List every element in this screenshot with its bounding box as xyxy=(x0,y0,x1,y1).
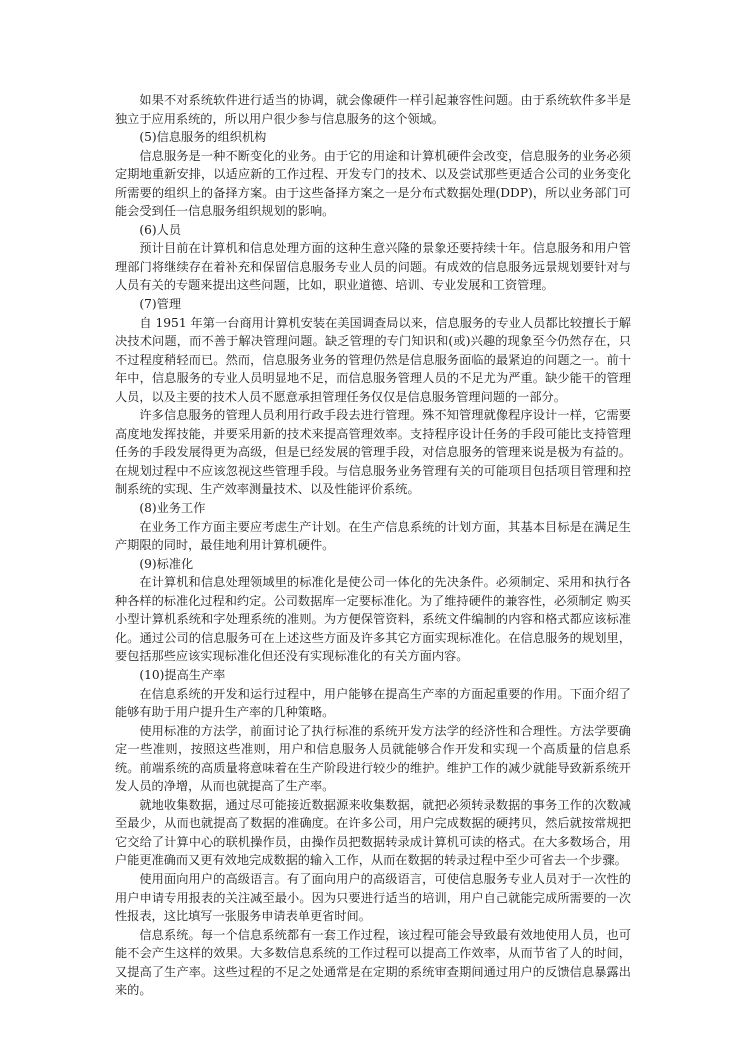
paragraph-user-languages: 使用面向用户的高级语言。有了面向用户的高级语言，可使信息服务专业人员对于一次性的用户申请专用报表的关注减至最小。因为只要进行适当的培训，用户自己就能完成所需要的一次性报表，这比填写一张服务申请表单更省时间。 xyxy=(115,871,631,924)
heading-productivity: (10)提高生产率 xyxy=(139,667,226,682)
heading-organization: (5)信息服务的组织机构 xyxy=(139,130,267,145)
heading-operations: (8)业务工作 xyxy=(139,501,206,516)
paragraph-management-2: 许多信息服务的管理人员利用行政手段去进行管理。殊不知管理就像程序设计一样，它需要高度地发挥技能，并要采用新的技术来提高管理效率。支持程序设计任务的手段可能比支持管理任务的手段发展得更为高级，但是已经发展的管理手段，对信息服务的管理来说是极为有益的。在规划过程中不应该忽视这些管理手段。与信息服务业务管理有关的可能项目包括项目管理和控制系统的实现、生产效率测量技术、以及性能评价系统。 xyxy=(115,408,631,497)
heading-standardization: (9)标准化 xyxy=(139,556,194,571)
paragraph-software-compatibility: 如果不对系统软件进行适当的协调，就会像硬件一样引起兼容性问题。由于系统软件多半是独立于应用系统的，所以用户很少参与信息服务的这个领域。 xyxy=(115,93,631,126)
paragraph-management-1: 自 1951 年第一台商用计算机安装在美国调查局以来，信息服务的专业人员都比较擅长于解决技术问题，而不善于解决管理问题。缺乏管理的专门知识和(或)兴趣的现象至今仍然存在，只不过程度稍轻而已。然而，信息服务业务的管理仍然是信息服务面临的最紧迫的问题之一。前十年中，信息服务的专业人员明显地不足，而信息服务管理人员的不足尤为严重。缺少能干的管理人员，以及主要的技术人员不愿意承担管理任务仅仅是信息服务管理问题的一部分。 xyxy=(115,315,631,404)
paragraph-personnel: 预计目前在计算机和信息处理方面的这种生意兴隆的景象还要持续十年。信息服务和用户管理部门将继续存在着补充和保留信息服务专业人员的问题。有成效的信息服务远景规划要针对与人员有关的专题来提出这些问题，比如，职业道德、培训、专业发展和工资管理。 xyxy=(115,241,631,293)
heading-management: (7)管理 xyxy=(139,297,182,312)
paragraph-standardization: 在计算机和信息处理领域里的标准化是使公司一体化的先决条件。必须制定、采用和执行各种各样的标准化过程和约定。公司数据库一定要标准化。为了维持硬件的兼容性，必须制定 购买小型计算机系统和字处理系统的准则。为方便保管资料，系统文件编制的内容和格式都应该标准化。通过公司的信息服务可在上述这些方面及许多其它方面实现标准化。在信息服务的规划里，要包括那些应该实现标准化但还没有实现标准化的有关方面内容。 xyxy=(115,575,631,664)
paragraph-organization: 信息服务是一种不断变化的业务。由于它的用途和计算机硬件会改变，信息服务的业务必须定期地重新安排，以适应新的工作过程、开发专门的技术、以及尝试那些更适合公司的业务变化所需要的组织上的备择方案。由于这些备择方案之一是分布式数据处理(DDP)，所以业务部门可能会受到任一信息服务组织规划的影响。 xyxy=(115,148,631,219)
paragraph-standard-methodology: 使用标准的方法学，前面讨论了执行标准的系统开发方法学的经济性和合理性。方法学要确定一些准则，按照这些准则，用户和信息服务人员就能够合作开发和实现一个高质量的信息系统。前端系统的高质量将意味着在生产阶段进行较少的维护。维护工作的减少就能导致新系统开发人员的净增，从而也就提高了生产率。 xyxy=(115,723,631,794)
document-page xyxy=(115,91,631,1000)
paragraph-productivity-intro: 在信息系统的开发和运行过程中，用户能够在提高生产率的方面起重要的作用。下面介绍了能够有助于用户提升生产率的几种策略。 xyxy=(115,686,631,720)
paragraph-operations: 在业务工作方面主要应考虑生产计划。在生产信息系统的计划方面，其基本目标是在满足生产期限的同时，最佳地利用计算机硬件。 xyxy=(115,519,631,553)
paragraph-local-data-collection: 就地收集数据，通过尽可能接近数据源来收集数据，就把必须转录数据的事务工作的次数减至最少，从而也就提高了数据的准确度。在许多公司，用户完成数据的硬拷贝，然后就按常规把它交给了计算中心的联机操作员，由操作员把数据转录成计算机可读的格式。在大多数场合，用户能更准确而又更有效地完成数据的输入工作，从而在数据的转录过程中至少可省去一个步骤。 xyxy=(115,797,631,868)
paragraph-information-systems: 信息系统。每一个信息系统都有一套工作过程，该过程可能会导致最有效地使用人员，也可能不会产生这样的效果。大多数信息系统的工作过程可以提高工作效率，从而节省了人的时间，又提高了生产率。这些过程的不足之处通常是在定期的系统审查期间通过用户的反馈信息暴露出来的。 xyxy=(115,927,631,998)
heading-personnel: (6)人员 xyxy=(139,222,182,237)
